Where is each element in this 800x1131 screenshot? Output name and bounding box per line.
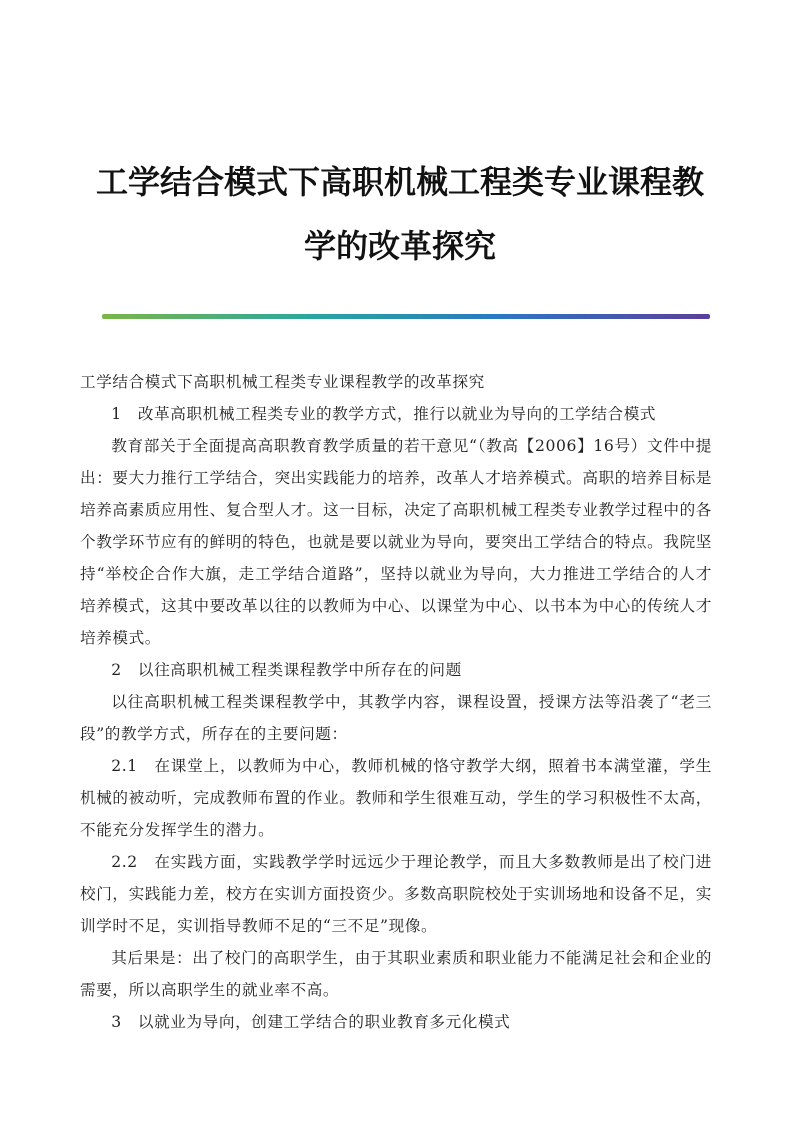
title-line-1: 工学结合模式下高职机械工程类专业课程教 <box>95 163 704 201</box>
paragraph: 以往高职机械工程类课程教学中，其教学内容，课程设置，授课方法等沿袭了“老三段”的教学方式，所存在的主要问题： <box>80 693 712 743</box>
title-line-2: 学的改革探究 <box>303 227 496 265</box>
paragraph: 教育部关于全面提高高职教育教学质量的若干意见“（教高【2006】16号）文件中提出：要大力推行工学结合，突出实践能力的培养，改革人才培养模式。高职的培养目标是培养高素质应用性、复合型人才。这一目标，决定了高职机械工程类专业教学过程中的各个教学环节应有的鲜明的特色，也就是要以就业为导向，要突出工学结合的特点。我院坚持“举校企合作大旗，走工学结合道路”，坚持以就业为导向，大力推进工学结合的人才培养模式，这其中要改革以往的以教师为中心、以课堂为中心、以书本为中心的传统人才培养模式。 <box>80 437 712 647</box>
body-subtitle: 工学结合模式下高职机械工程类专业课程教学的改革探究 <box>80 373 485 391</box>
title-divider <box>102 314 710 319</box>
document-title <box>80 150 720 278</box>
paragraph: 其后果是：出了校门的高职学生，由于其职业素质和职业能力不能满足社会和企业的需要，所以高职学生的就业率不高。 <box>80 949 712 999</box>
paragraph-2-1: 2.1 在课堂上，以教师为中心，教师机械的恪守教学大纲，照着书本满堂灌，学生机械的被动听，完成教师布置的作业。教师和学生很难互动，学生的学习积极性不太高，不能充分发挥学生的潜力。 <box>80 757 712 839</box>
section-heading-1: 1 改革高职机械工程类专业的教学方式，推行以就业为导向的工学结合模式 <box>111 405 657 423</box>
document-body <box>80 366 712 1038</box>
section-heading-2: 2 以往高职机械工程类课程教学中所存在的问题 <box>111 661 462 679</box>
paragraph-2-2: 2.2 在实践方面，实践教学学时远远少于理论教学，而且大多数教师是出了校门进校门，实践能力差，校方在实训方面投资少。多数高职院校处于实训场地和设备不足，实训学时不足，实训指导教师不足的“三不足”现像。 <box>80 853 712 935</box>
section-heading-3: 3 以就业为导向，创建工学结合的职业教育多元化模式 <box>111 1013 511 1031</box>
